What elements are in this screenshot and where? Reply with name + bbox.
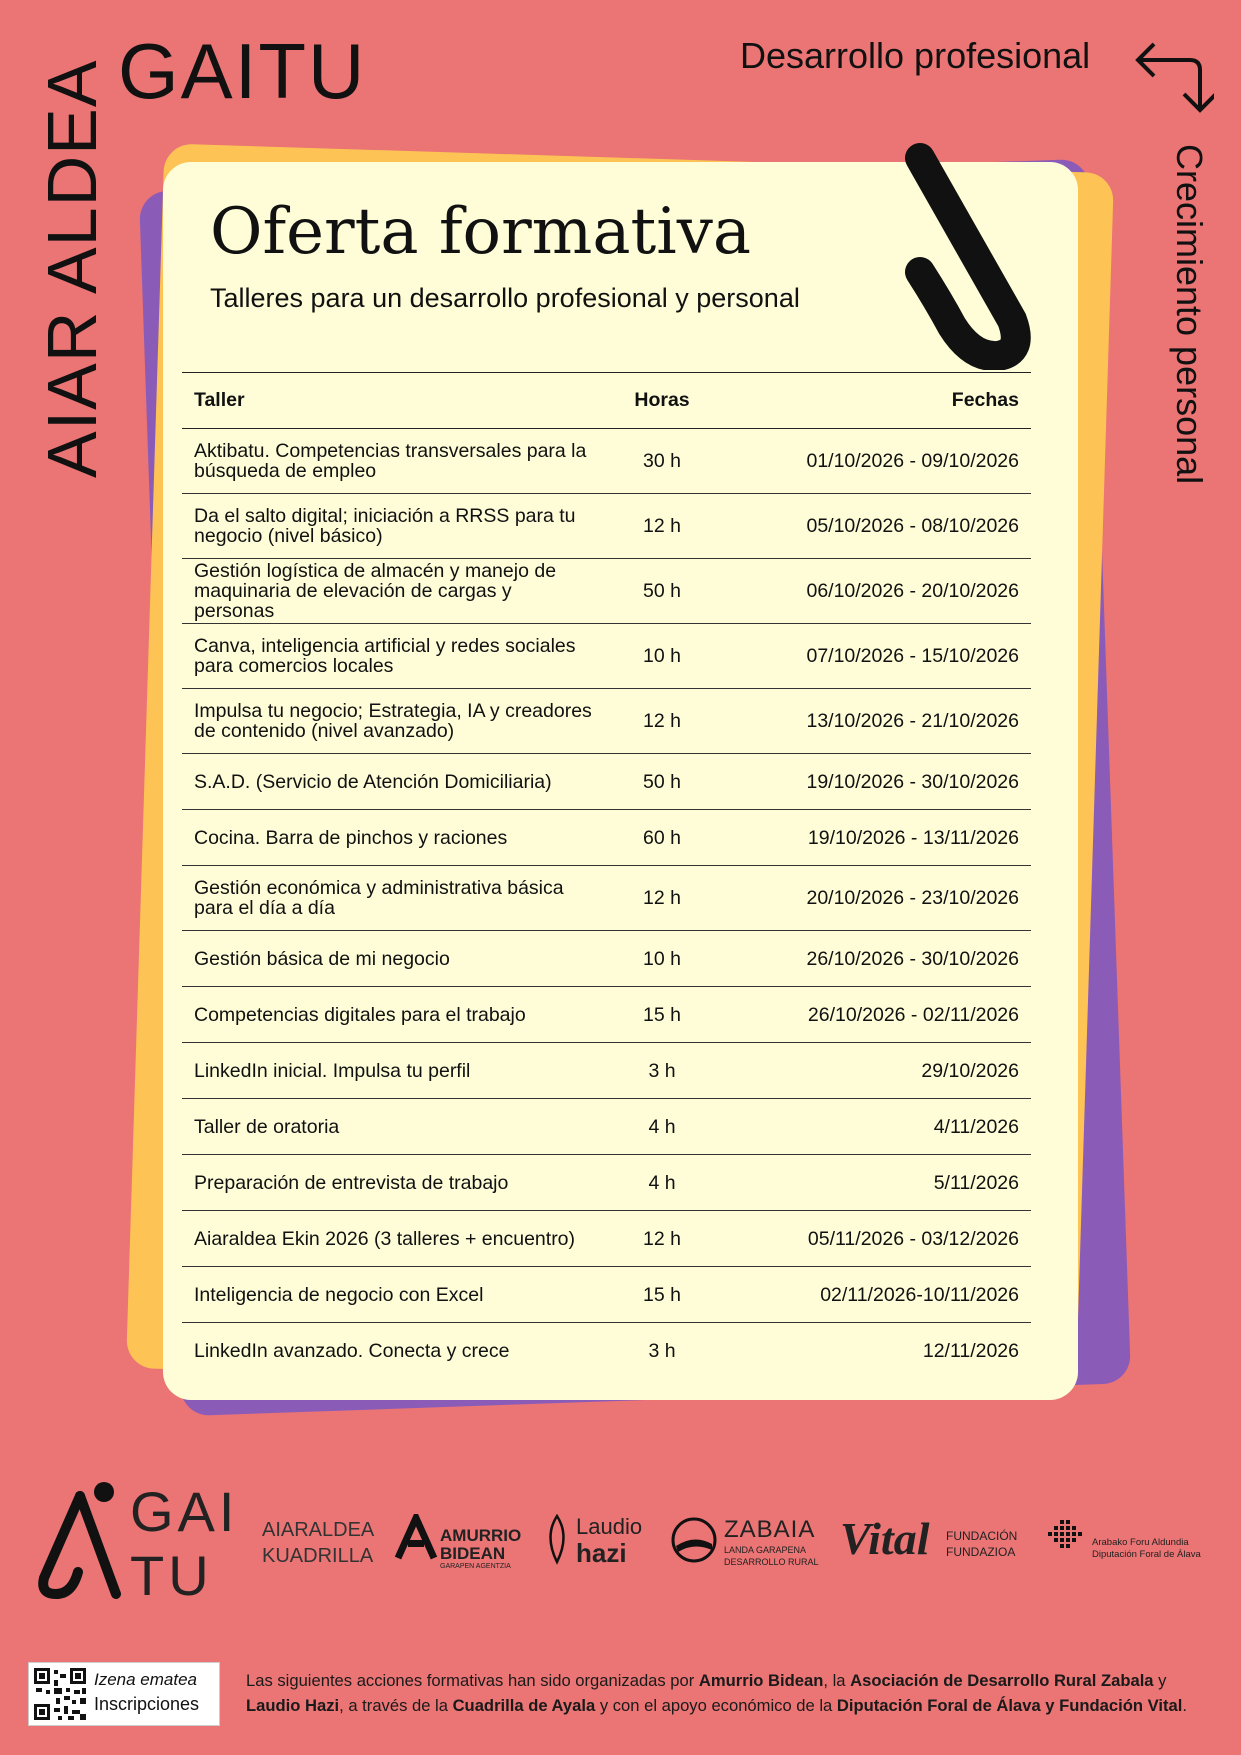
vital-logo-line2: FUNDACIÓN xyxy=(946,1529,1018,1543)
footer-text-1: Las siguientes acciones formativas han sido organizadas por xyxy=(246,1671,699,1690)
zabaia-logo-line3: DESARROLLO RURAL xyxy=(724,1557,819,1567)
course-name: Cocina. Barra de pinchos y raciones xyxy=(182,810,604,866)
course-name: Gestión básica de mi negocio xyxy=(182,931,604,987)
table-row xyxy=(182,429,1031,494)
header-horas: Horas xyxy=(604,373,720,429)
courses-table xyxy=(182,372,1031,1378)
course-dates: 12/11/2026 xyxy=(922,1339,1019,1362)
course-dates: 19/10/2026 - 13/11/2026 xyxy=(720,810,1031,866)
table-row xyxy=(182,494,1031,559)
course-name: S.A.D. (Servicio de Atención Domiciliaria) xyxy=(182,754,604,810)
course-dates: 5/11/2026 xyxy=(720,1155,1031,1211)
amurrio-bidean-icon xyxy=(394,1514,438,1560)
footer-text-6: . xyxy=(1182,1696,1187,1715)
qr-label-spanish: Inscripciones xyxy=(94,1694,200,1714)
footer-text-3: y xyxy=(1153,1671,1167,1690)
footer-org-diputacion: Diputación Foral de Álava y Fundación Vital xyxy=(836,1696,1183,1715)
table-row xyxy=(182,1155,1031,1211)
course-name: Competencias digitales para el trabajo xyxy=(182,987,604,1043)
course-name: Da el salto digital; iniciación a RRSS para tu negocio (nivel básico) xyxy=(182,494,604,559)
course-hours: 3 h xyxy=(604,1043,720,1099)
course-name: Inteligencia de negocio con Excel xyxy=(182,1267,604,1323)
table-row xyxy=(182,754,1031,810)
course-dates: 19/10/2026 - 30/10/2026 xyxy=(720,754,1031,810)
hook-decoration-icon xyxy=(900,130,1040,370)
table-row xyxy=(182,689,1031,754)
course-dates: 26/10/2026 - 30/10/2026 xyxy=(720,931,1031,987)
alava-map-icon xyxy=(1046,1518,1086,1554)
footer-credits xyxy=(246,1668,1221,1718)
course-name: LinkedIn inicial. Impulsa tu perfil xyxy=(182,1043,604,1099)
course-dates: 02/11/2026-10/11/2026 xyxy=(720,1267,1031,1323)
table-row xyxy=(182,559,1031,624)
course-dates: 20/10/2026 - 23/10/2026 xyxy=(720,866,1031,931)
turn-arrow-icon xyxy=(1128,36,1214,118)
vital-logo-line3: FUNDAZIOA xyxy=(946,1545,1016,1559)
page-subtitle: Talleres para un desarrollo profesional y personal xyxy=(210,283,800,313)
footer-text-2: , la xyxy=(823,1671,851,1690)
amurrio-logo-line2: BIDEAN xyxy=(440,1544,506,1563)
course-name: Preparación de entrevista de trabajo xyxy=(182,1155,604,1211)
course-hours: 30 h xyxy=(604,429,720,494)
course-hours: 10 h xyxy=(604,624,720,689)
gaitu-top-title: GAITU xyxy=(118,27,367,115)
course-dates: 13/10/2026 - 21/10/2026 xyxy=(720,689,1031,754)
laudio-hazi-leaf-icon xyxy=(542,1514,572,1566)
course-hours: 15 h xyxy=(604,987,720,1043)
table-header-row xyxy=(182,373,1031,429)
course-hours: 10 h xyxy=(604,931,720,987)
table-row xyxy=(182,866,1031,931)
course-name: LinkedIn avanzado. Conecta y crece xyxy=(194,1339,510,1362)
page-title: Oferta formativa xyxy=(210,195,751,269)
course-name: Gestión económica y administrativa básica para el día a día xyxy=(182,866,604,931)
qr-label-euskera: Izena ematea xyxy=(94,1670,198,1689)
course-name: Canva, inteligencia artificial y redes sociales para comercios locales xyxy=(182,624,604,689)
course-dates: 05/11/2026 - 03/12/2026 xyxy=(720,1211,1031,1267)
course-dates: 4/11/2026 xyxy=(720,1099,1031,1155)
course-name: Gestión logística de almacén y manejo de maquinaria de elevación de cargas y personas xyxy=(182,559,604,624)
qr-code-icon[interactable] xyxy=(32,1666,88,1722)
aiaraldea-logo-line1: AIARALDEA xyxy=(262,1519,375,1541)
amurrio-logo-line1: AMURRIO xyxy=(440,1526,522,1545)
table-row xyxy=(182,1099,1031,1155)
zabaia-circle-icon xyxy=(670,1516,718,1564)
course-hours: 50 h xyxy=(604,754,720,810)
course-hours: 12 h xyxy=(604,866,720,931)
desarrollo-profesional-label: Desarrollo profesional xyxy=(740,35,1091,76)
alava-logo-line2: Diputación Foral de Álava xyxy=(1092,1549,1201,1560)
alava-logo-line1: Arabako Foru Aldundia xyxy=(1092,1537,1189,1548)
gaitu-logo-line2: TU xyxy=(130,1544,213,1607)
footer-text-4: , a través de la xyxy=(339,1696,453,1715)
laudio-logo-line1: Laudio xyxy=(576,1514,643,1539)
course-hours: 15 h xyxy=(604,1267,720,1323)
table-row xyxy=(182,1323,1031,1379)
course-dates: 05/10/2026 - 08/10/2026 xyxy=(720,494,1031,559)
laudio-logo-line2: hazi xyxy=(576,1538,627,1568)
table-row xyxy=(182,931,1031,987)
course-name: Aktibatu. Competencias transversales para la búsqueda de empleo xyxy=(182,429,604,494)
footer-org-cuadrilla: Cuadrilla de Ayala xyxy=(452,1696,596,1715)
table-row xyxy=(182,987,1031,1043)
gaitu-logo-line1: GAI xyxy=(130,1480,239,1543)
course-name: Aiaraldea Ekin 2026 (3 talleres + encuentro) xyxy=(182,1211,604,1267)
course-hours: 12 h xyxy=(604,1211,720,1267)
course-name: Impulsa tu negocio; Estrategia, IA y creadores de contenido (nivel avanzado) xyxy=(182,689,604,754)
header-taller: Taller xyxy=(182,373,604,429)
footer-text-5: y con el apoyo económico de la xyxy=(595,1696,837,1715)
course-name: Taller de oratoria xyxy=(182,1099,604,1155)
table-row xyxy=(182,624,1031,689)
table-row xyxy=(182,1043,1031,1099)
zabaia-logo-line2: LANDA GARAPENA xyxy=(724,1545,807,1555)
course-hours: 4 h xyxy=(604,1155,720,1211)
footer-org-laudio: Laudio Hazi xyxy=(246,1696,340,1715)
gaitu-logo-icon xyxy=(30,1476,130,1606)
crecimiento-personal-label: Crecimiento personal xyxy=(1169,144,1210,485)
course-dates: 29/10/2026 xyxy=(720,1043,1031,1099)
amurrio-logo-line3: GARAPEN AGENTZIA xyxy=(440,1563,511,1570)
course-hours: 3 h xyxy=(648,1339,676,1362)
course-hours: 60 h xyxy=(604,810,720,866)
course-dates: 01/10/2026 - 09/10/2026 xyxy=(720,429,1031,494)
course-dates: 07/10/2026 - 15/10/2026 xyxy=(720,624,1031,689)
zabaia-logo-line1: ZABAIA xyxy=(724,1516,816,1543)
footer-org-zabala: Asociación de Desarrollo Rural Zabala xyxy=(850,1671,1154,1690)
table-row xyxy=(182,1211,1031,1267)
course-dates: 26/10/2026 - 02/11/2026 xyxy=(720,987,1031,1043)
course-hours: 50 h xyxy=(604,559,720,624)
course-hours: 4 h xyxy=(604,1099,720,1155)
course-hours: 12 h xyxy=(604,689,720,754)
course-dates: 06/10/2026 - 20/10/2026 xyxy=(720,559,1031,624)
vital-logo-text: Vital xyxy=(840,1513,930,1564)
header-fechas: Fechas xyxy=(720,373,1031,429)
table-row xyxy=(182,810,1031,866)
footer-org-amurrio: Amurrio Bidean xyxy=(698,1671,824,1690)
table-row xyxy=(182,1267,1031,1323)
aiaraldea-logo-line2: KUADRILLA xyxy=(262,1545,374,1567)
course-hours: 12 h xyxy=(604,494,720,559)
aiar-aldea-vertical-title: AIAR ALDEA xyxy=(33,59,111,478)
